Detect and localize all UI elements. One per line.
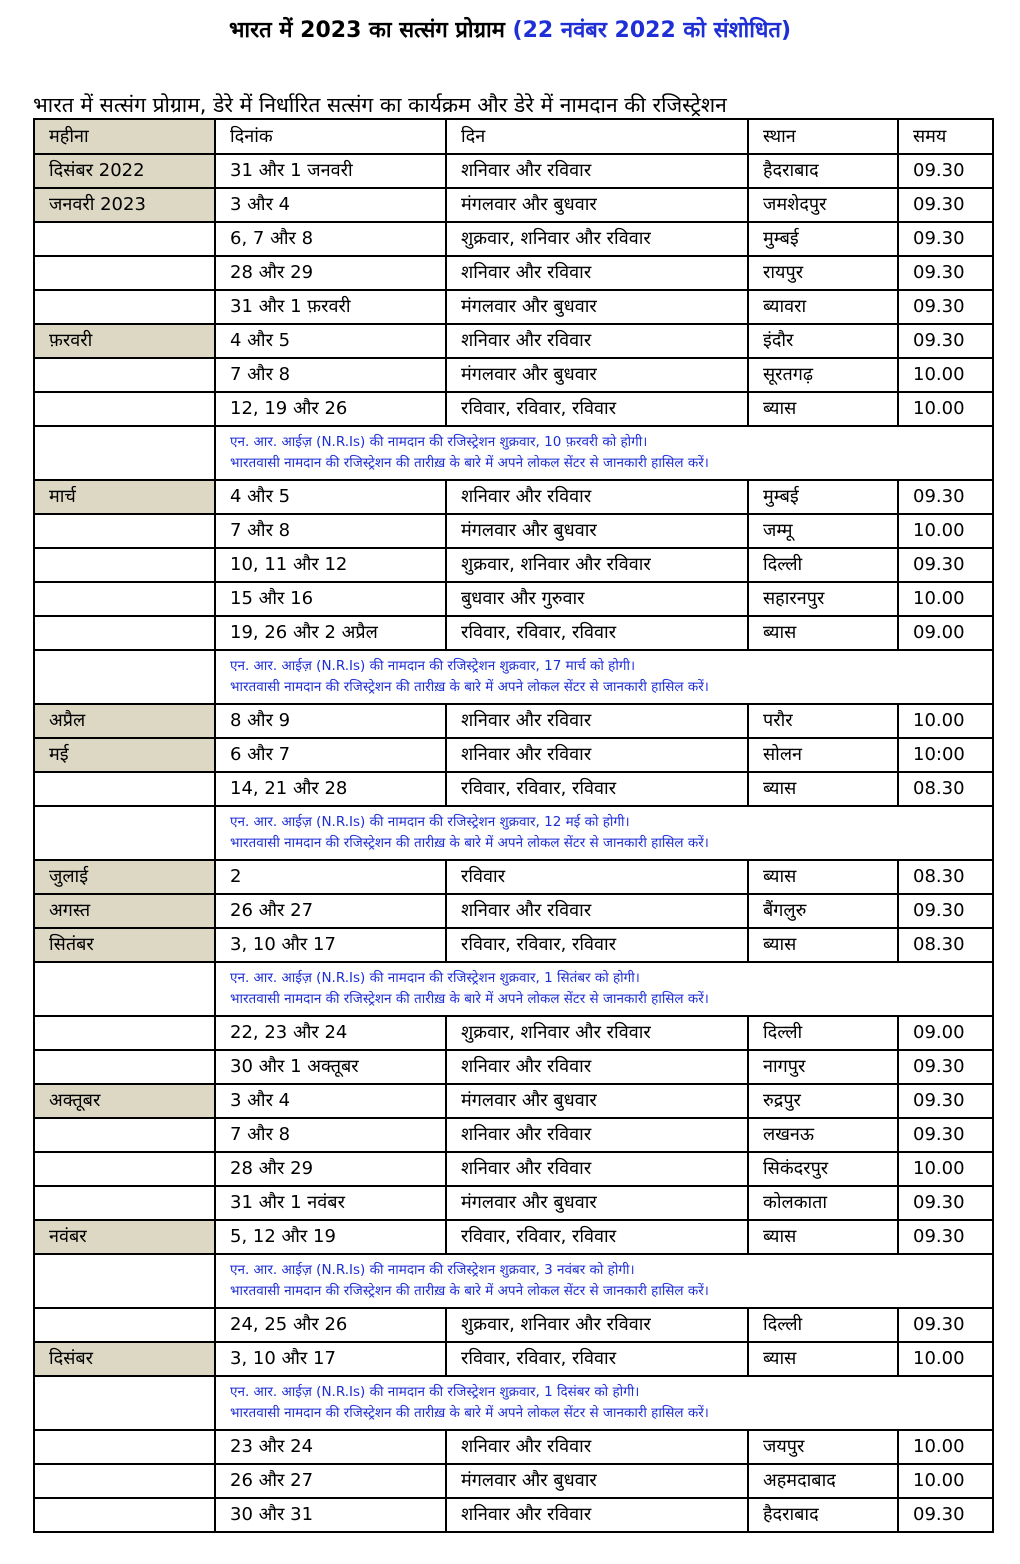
table-subtitle: भारत में सत्संग प्रोग्राम, डेरे में निर्धारित सत्संग का कार्यक्रम और डेरे में नामदान की रजिस्ट्रेशन: [33, 93, 727, 117]
date-cell: 24, 25 और 26: [215, 1308, 446, 1342]
table-row: [34, 772, 993, 806]
time-cell: 09.30: [898, 1084, 993, 1118]
month-cell: [34, 962, 215, 1016]
time-cell: 09.30: [898, 1118, 993, 1152]
date-cell: 23 और 24: [215, 1430, 446, 1464]
month-cell: फ़रवरी: [34, 324, 215, 358]
place-cell: मुम्बई: [748, 480, 898, 514]
date-cell: 28 और 29: [215, 1152, 446, 1186]
place-cell: हैदराबाद: [748, 1498, 898, 1532]
day-cell: मंगलवार और बुधवार: [446, 358, 748, 392]
date-cell: 15 और 16: [215, 582, 446, 616]
date-cell: 3, 10 और 17: [215, 1342, 446, 1376]
day-cell: शनिवार और रविवार: [446, 256, 748, 290]
note-row: [34, 1376, 993, 1430]
table-row: [34, 860, 993, 894]
month-cell: सितंबर: [34, 928, 215, 962]
month-cell: [34, 1186, 215, 1220]
time-cell: 09.30: [898, 480, 993, 514]
table-header-row: [34, 119, 993, 154]
table-row: [34, 324, 993, 358]
table-row: [34, 928, 993, 962]
date-cell: 26 और 27: [215, 1464, 446, 1498]
place-cell: नागपुर: [748, 1050, 898, 1084]
date-cell: 7 और 8: [215, 358, 446, 392]
registration-note: [215, 1376, 993, 1430]
place-cell: सहारनपुर: [748, 582, 898, 616]
time-cell: 09.30: [898, 1308, 993, 1342]
date-cell: 6, 7 और 8: [215, 222, 446, 256]
time-cell: 09.30: [898, 154, 993, 188]
time-cell: 09.30: [898, 324, 993, 358]
day-cell: शनिवार और रविवार: [446, 1430, 748, 1464]
table-row: [34, 548, 993, 582]
date-cell: 30 और 1 अक्तूबर: [215, 1050, 446, 1084]
month-cell: [34, 256, 215, 290]
day-cell: मंगलवार और बुधवार: [446, 1464, 748, 1498]
month-cell: [34, 1050, 215, 1084]
time-cell: 10.00: [898, 1152, 993, 1186]
table-row: [34, 1342, 993, 1376]
month-cell: [34, 426, 215, 480]
date-cell: 4 और 5: [215, 480, 446, 514]
day-cell: रविवार, रविवार, रविवार: [446, 1342, 748, 1376]
note-row: [34, 806, 993, 860]
time-cell: 10.00: [898, 1464, 993, 1498]
day-cell: रविवार, रविवार, रविवार: [446, 928, 748, 962]
registration-note: [215, 962, 993, 1016]
note-line: एन. आर. आईज़ (N.R.Is) की नामदान की रजिस्ट्रेशन शुक्रवार, 1 दिसंबर को होगी।: [230, 1384, 640, 1400]
day-cell: मंगलवार और बुधवार: [446, 290, 748, 324]
day-cell: रविवार: [446, 860, 748, 894]
date-cell: 7 और 8: [215, 514, 446, 548]
table-row: [34, 616, 993, 650]
date-cell: 3 और 4: [215, 1084, 446, 1118]
registration-note: [215, 426, 993, 480]
schedule-table-body: [34, 119, 993, 1532]
place-cell: कोलकाता: [748, 1186, 898, 1220]
month-cell: [34, 1254, 215, 1308]
month-cell: नवंबर: [34, 1220, 215, 1254]
time-cell: 09.30: [898, 188, 993, 222]
table-row: [34, 480, 993, 514]
note-line: एन. आर. आईज़ (N.R.Is) की नामदान की रजिस्ट्रेशन शुक्रवार, 17 मार्च को होगी।: [230, 658, 636, 674]
date-cell: 5, 12 और 19: [215, 1220, 446, 1254]
table-row: [34, 704, 993, 738]
month-cell: जुलाई: [34, 860, 215, 894]
month-cell: [34, 806, 215, 860]
table-row: [34, 1050, 993, 1084]
month-cell: [34, 650, 215, 704]
table-row: [34, 738, 993, 772]
day-cell: शनिवार और रविवार: [446, 894, 748, 928]
month-cell: [34, 1498, 215, 1532]
place-cell: ब्यावरा: [748, 290, 898, 324]
month-cell: अक्तूबर: [34, 1084, 215, 1118]
note-line: एन. आर. आईज़ (N.R.Is) की नामदान की रजिस्ट्रेशन शुक्रवार, 3 नवंबर को होगी।: [230, 1262, 635, 1278]
header-day: दिन: [446, 119, 748, 154]
month-cell: [34, 616, 215, 650]
day-cell: शुक्रवार, शनिवार और रविवार: [446, 1016, 748, 1050]
time-cell: 09.30: [898, 1186, 993, 1220]
note-line: भारतवासी नामदान की रजिस्ट्रेशन की तारीख़ के बारे में अपने लोकल सेंटर से जानकारी हासिल करें।: [230, 991, 709, 1007]
time-cell: 10.00: [898, 358, 993, 392]
table-row: [34, 256, 993, 290]
month-cell: [34, 290, 215, 324]
date-cell: 31 और 1 फ़रवरी: [215, 290, 446, 324]
note-line: भारतवासी नामदान की रजिस्ट्रेशन की तारीख़ के बारे में अपने लोकल सेंटर से जानकारी हासिल करें।: [230, 1405, 709, 1421]
place-cell: लखनऊ: [748, 1118, 898, 1152]
table-row: [34, 392, 993, 426]
table-row: [34, 188, 993, 222]
place-cell: ब्यास: [748, 1342, 898, 1376]
place-cell: दिल्ली: [748, 1308, 898, 1342]
schedule-table: [33, 118, 994, 1533]
month-cell: [34, 358, 215, 392]
note-line: भारतवासी नामदान की रजिस्ट्रेशन की तारीख़ के बारे में अपने लोकल सेंटर से जानकारी हासिल करें।: [230, 679, 709, 695]
month-cell: [34, 514, 215, 548]
note-row: [34, 650, 993, 704]
note-line: भारतवासी नामदान की रजिस्ट्रेशन की तारीख़ के बारे में अपने लोकल सेंटर से जानकारी हासिल करें।: [230, 835, 709, 851]
date-cell: 4 और 5: [215, 324, 446, 358]
month-cell: मई: [34, 738, 215, 772]
month-cell: [34, 1308, 215, 1342]
header-date: दिनांक: [215, 119, 446, 154]
day-cell: शुक्रवार, शनिवार और रविवार: [446, 548, 748, 582]
time-cell: 09.30: [898, 256, 993, 290]
header-month: महीना: [34, 119, 215, 154]
time-cell: 09.30: [898, 222, 993, 256]
day-cell: रविवार, रविवार, रविवार: [446, 392, 748, 426]
day-cell: मंगलवार और बुधवार: [446, 1186, 748, 1220]
time-cell: 09.00: [898, 616, 993, 650]
time-cell: 09.30: [898, 894, 993, 928]
day-cell: शनिवार और रविवार: [446, 1050, 748, 1084]
month-cell: अगस्त: [34, 894, 215, 928]
registration-note: [215, 650, 993, 704]
header-place: स्थान: [748, 119, 898, 154]
day-cell: रविवार, रविवार, रविवार: [446, 1220, 748, 1254]
time-cell: 08.30: [898, 772, 993, 806]
date-cell: 14, 21 और 28: [215, 772, 446, 806]
day-cell: शनिवार और रविवार: [446, 1152, 748, 1186]
place-cell: दिल्ली: [748, 1016, 898, 1050]
place-cell: ब्यास: [748, 616, 898, 650]
date-cell: 7 और 8: [215, 1118, 446, 1152]
place-cell: अहमदाबाद: [748, 1464, 898, 1498]
place-cell: ब्यास: [748, 772, 898, 806]
day-cell: शनिवार और रविवार: [446, 1498, 748, 1532]
place-cell: जयपुर: [748, 1430, 898, 1464]
month-cell: मार्च: [34, 480, 215, 514]
table-row: [34, 1464, 993, 1498]
place-cell: ब्यास: [748, 860, 898, 894]
place-cell: सिकंदरपुर: [748, 1152, 898, 1186]
time-cell: 08.30: [898, 928, 993, 962]
month-cell: [34, 1376, 215, 1430]
time-cell: 10.00: [898, 1342, 993, 1376]
header-time: समय: [898, 119, 993, 154]
note-row: [34, 1254, 993, 1308]
month-cell: [34, 772, 215, 806]
place-cell: मुम्बई: [748, 222, 898, 256]
table-row: [34, 1118, 993, 1152]
month-cell: [34, 1464, 215, 1498]
date-cell: 8 और 9: [215, 704, 446, 738]
place-cell: सोलन: [748, 738, 898, 772]
table-row: [34, 1308, 993, 1342]
title-main: भारत में 2023 का सत्संग प्रोग्राम: [228, 18, 505, 43]
place-cell: ब्यास: [748, 928, 898, 962]
time-cell: 09.30: [898, 1498, 993, 1532]
note-line: भारतवासी नामदान की रजिस्ट्रेशन की तारीख़ के बारे में अपने लोकल सेंटर से जानकारी हासिल करें।: [230, 1283, 709, 1299]
month-cell: [34, 392, 215, 426]
time-cell: 10.00: [898, 514, 993, 548]
month-cell: [34, 1118, 215, 1152]
month-cell: अप्रैल: [34, 704, 215, 738]
day-cell: शुक्रवार, शनिवार और रविवार: [446, 1308, 748, 1342]
day-cell: शनिवार और रविवार: [446, 324, 748, 358]
note-line: भारतवासी नामदान की रजिस्ट्रेशन की तारीख़ के बारे में अपने लोकल सेंटर से जानकारी हासिल करें।: [230, 455, 709, 471]
month-cell: [34, 222, 215, 256]
table-row: [34, 1016, 993, 1050]
note-row: [34, 426, 993, 480]
day-cell: बुधवार और गुरुवार: [446, 582, 748, 616]
month-cell: जनवरी 2023: [34, 188, 215, 222]
place-cell: रुद्रपुर: [748, 1084, 898, 1118]
date-cell: 31 और 1 जनवरी: [215, 154, 446, 188]
date-cell: 3 और 4: [215, 188, 446, 222]
table-row: [34, 1186, 993, 1220]
day-cell: शुक्रवार, शनिवार और रविवार: [446, 222, 748, 256]
table-row: [34, 894, 993, 928]
table-row: [34, 290, 993, 324]
table-row: [34, 514, 993, 548]
registration-note: [215, 806, 993, 860]
day-cell: रविवार, रविवार, रविवार: [446, 616, 748, 650]
date-cell: 2: [215, 860, 446, 894]
time-cell: 09.30: [898, 1050, 993, 1084]
note-line: एन. आर. आईज़ (N.R.Is) की नामदान की रजिस्ट्रेशन शुक्रवार, 12 मई को होगी।: [230, 814, 630, 830]
place-cell: इंदौर: [748, 324, 898, 358]
table-row: [34, 1430, 993, 1464]
date-cell: 26 और 27: [215, 894, 446, 928]
month-cell: [34, 1152, 215, 1186]
time-cell: 10.00: [898, 392, 993, 426]
table-row: [34, 154, 993, 188]
table-row: [34, 582, 993, 616]
time-cell: 10.00: [898, 1430, 993, 1464]
date-cell: 28 और 29: [215, 256, 446, 290]
time-cell: 08.30: [898, 860, 993, 894]
date-cell: 30 और 31: [215, 1498, 446, 1532]
page-title: [0, 16, 1020, 46]
note-row: [34, 962, 993, 1016]
table-row: [34, 1498, 993, 1532]
date-cell: 22, 23 और 24: [215, 1016, 446, 1050]
registration-note: [215, 1254, 993, 1308]
day-cell: शनिवार और रविवार: [446, 154, 748, 188]
day-cell: मंगलवार और बुधवार: [446, 514, 748, 548]
month-cell: दिसंबर 2022: [34, 154, 215, 188]
day-cell: मंगलवार और बुधवार: [446, 188, 748, 222]
time-cell: 10.00: [898, 704, 993, 738]
table-row: [34, 1084, 993, 1118]
table-row: [34, 1152, 993, 1186]
month-cell: [34, 1430, 215, 1464]
note-line: एन. आर. आईज़ (N.R.Is) की नामदान की रजिस्ट्रेशन शुक्रवार, 1 सितंबर को होगी।: [230, 970, 640, 986]
time-cell: 10:00: [898, 738, 993, 772]
time-cell: 09.00: [898, 1016, 993, 1050]
date-cell: 6 और 7: [215, 738, 446, 772]
date-cell: 19, 26 और 2 अप्रैल: [215, 616, 446, 650]
day-cell: शनिवार और रविवार: [446, 738, 748, 772]
table-row: [34, 1220, 993, 1254]
place-cell: ब्यास: [748, 1220, 898, 1254]
month-cell: [34, 1016, 215, 1050]
place-cell: हैदराबाद: [748, 154, 898, 188]
time-cell: 09.30: [898, 548, 993, 582]
title-revision: (22 नवंबर 2022 को संशोधित): [512, 18, 792, 43]
month-cell: [34, 548, 215, 582]
time-cell: 10.00: [898, 582, 993, 616]
day-cell: शनिवार और रविवार: [446, 480, 748, 514]
date-cell: 10, 11 और 12: [215, 548, 446, 582]
day-cell: मंगलवार और बुधवार: [446, 1084, 748, 1118]
place-cell: ब्यास: [748, 392, 898, 426]
place-cell: जमशेदपुर: [748, 188, 898, 222]
day-cell: रविवार, रविवार, रविवार: [446, 772, 748, 806]
time-cell: 09.30: [898, 1220, 993, 1254]
time-cell: 09.30: [898, 290, 993, 324]
table-row: [34, 358, 993, 392]
place-cell: रायपुर: [748, 256, 898, 290]
table-row: [34, 222, 993, 256]
day-cell: शनिवार और रविवार: [446, 1118, 748, 1152]
note-line: एन. आर. आईज़ (N.R.Is) की नामदान की रजिस्ट्रेशन शुक्रवार, 10 फ़रवरी को होगी।: [230, 434, 648, 450]
day-cell: शनिवार और रविवार: [446, 704, 748, 738]
date-cell: 31 और 1 नवंबर: [215, 1186, 446, 1220]
date-cell: 3, 10 और 17: [215, 928, 446, 962]
place-cell: परौर: [748, 704, 898, 738]
month-cell: [34, 582, 215, 616]
place-cell: बैंगलुरु: [748, 894, 898, 928]
month-cell: दिसंबर: [34, 1342, 215, 1376]
place-cell: जम्मू: [748, 514, 898, 548]
place-cell: दिल्ली: [748, 548, 898, 582]
place-cell: सूरतगढ़: [748, 358, 898, 392]
date-cell: 12, 19 और 26: [215, 392, 446, 426]
